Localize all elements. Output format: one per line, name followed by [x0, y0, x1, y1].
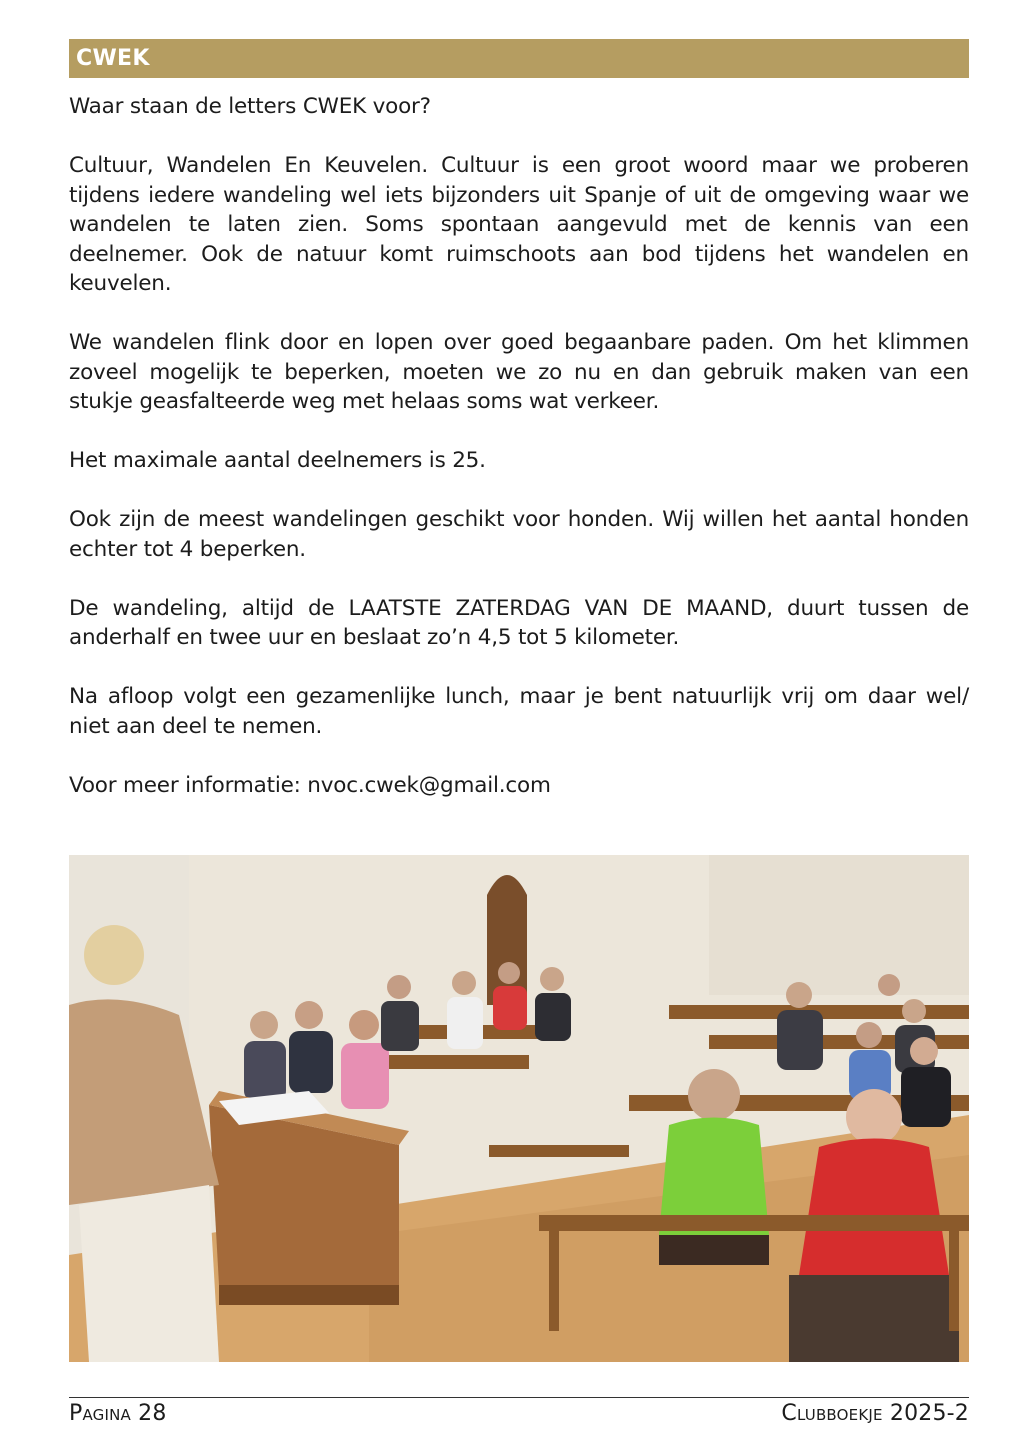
page-number: Pagina 28 [69, 1401, 167, 1426]
paragraph-max-participants: Het maximale aantal deelnemers is 25. [69, 448, 486, 473]
paragraph-walking: We wandelen flink door en lopen over goed begaanbare paden. Om het klimmen zoveel mogelijk te beperken, moeten we zo nu en dan gebruik maken van een stukje geasfalteerde weg met helaas soms wat verkeer. [69, 330, 969, 414]
article-body [69, 92, 969, 830]
group-photo [69, 855, 969, 1362]
footer-divider [69, 1397, 969, 1398]
intro-question: Waar staan de letters CWEK voor? [69, 94, 431, 119]
paragraph-lunch: Na afloop volgt een gezamenlijke lunch, maar je bent natuurlijk vrij om daar wel/ niet aan deel te nemen. [69, 684, 969, 739]
contact-info: Voor meer informatie: nvoc.cwek@gmail.com [69, 772, 551, 798]
section-header-bar [69, 39, 969, 78]
paragraph-culture: Cultuur, Wandelen En Keuvelen. Cultuur is een groot woord maar we proberen tijdens iedere wandeling wel iets bijzonders uit Spanje of uit de omgeving waar we wandelen te laten zien. Soms spontaan aangevuld met de kennis van een deelnemer. Ook de natuur komt ruimschoots aan bod tijdens het wandelen en keuvelen. [69, 153, 969, 296]
paragraph-dogs: Ook zijn de meest wandelingen geschikt voor honden. Wij willen het aantal honden echter tot 4 beperken. [69, 507, 969, 562]
paragraph-schedule: De wandeling, altijd de LAATSTE ZATERDAG VAN DE MAAND, duurt tussen de anderhalf en twee uur en beslaat zo’n 4,5 tot 5 kilometer. [69, 595, 969, 650]
publication-title: Clubboekje 2025-2 [781, 1401, 969, 1426]
section-title: CWEK [76, 46, 150, 71]
group-photo-illustration [69, 855, 969, 1362]
